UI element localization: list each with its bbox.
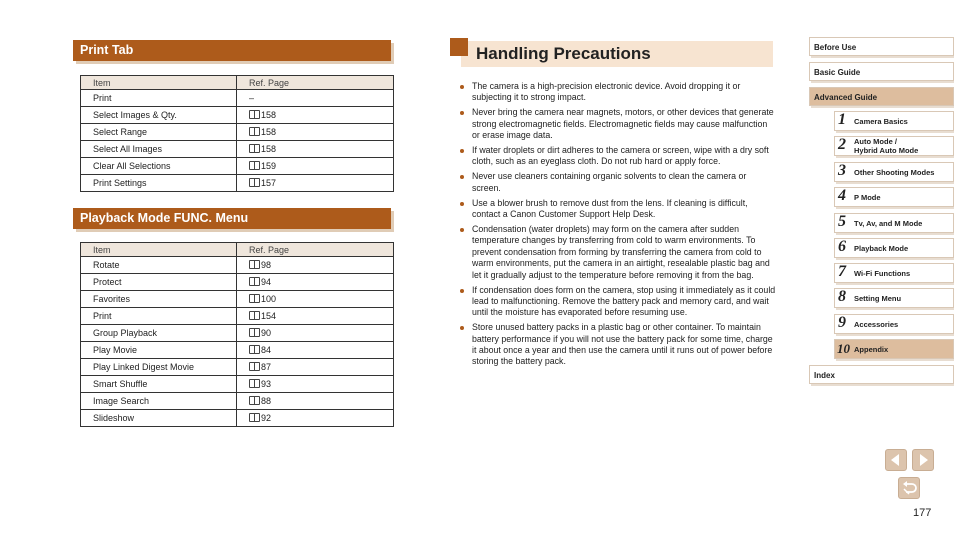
- chapter-setting-menu[interactable]: [834, 288, 954, 308]
- ref-cell[interactable]: [237, 291, 394, 308]
- book-icon: [249, 277, 260, 286]
- chapter-label: Appendix: [854, 344, 889, 354]
- ref-link[interactable]: 88: [261, 396, 272, 406]
- book-icon: [249, 345, 260, 354]
- item-cell: Image Search: [81, 393, 237, 410]
- chapter-number: 7: [838, 263, 846, 280]
- list-item: Never bring the camera near magnets, motors, or other devices that generate strong electromagnetic fields. Electromagnetic fields may cause malfunction or erase image data.: [459, 107, 777, 141]
- chapter-playback-mode[interactable]: [834, 238, 954, 258]
- book-icon: [249, 161, 260, 170]
- ref-cell[interactable]: [237, 257, 394, 274]
- column-header-ref: Ref. Page: [237, 76, 394, 90]
- chapter-appendix[interactable]: [834, 339, 954, 359]
- list-item: Use a blower brush to remove dust from the lens. If cleaning is difficult, contact a Canon Customer Support Help Desk.: [459, 198, 777, 221]
- ref-link[interactable]: 100: [261, 294, 277, 304]
- chapter-p-mode[interactable]: [834, 187, 954, 207]
- column-header-item: Item: [81, 243, 237, 257]
- nav-basic-guide[interactable]: Basic Guide: [809, 62, 954, 81]
- chapter-number: 10: [837, 341, 850, 356]
- item-cell: Play Linked Digest Movie: [81, 359, 237, 376]
- book-icon: [249, 396, 260, 405]
- chapter-accessories[interactable]: [834, 314, 954, 334]
- item-cell: Favorites: [81, 291, 237, 308]
- list-item: Condensation (water droplets) may form on the camera after sudden temperature changes by transferring from cold to warm environments. To prevent condensation from forming by transferring the camera from cold to warm environments, put the camera in an airtight, resealable plastic bag and let it gradually adjust to the temperature before removing it from the bag.: [459, 224, 777, 281]
- chapter-number: 6: [838, 238, 846, 255]
- ref-cell[interactable]: [237, 325, 394, 342]
- chapter-number: 4: [838, 187, 846, 204]
- chapter-label: P Mode: [854, 192, 881, 202]
- ref-cell: –: [237, 90, 394, 107]
- chapter-number: 5: [838, 213, 846, 230]
- ref-link[interactable]: 92: [261, 413, 272, 423]
- chapter-label: Wi-Fi Functions: [854, 268, 911, 278]
- list-item: If condensation does form on the camera, stop using it immediately as it could lead to malfunctioning. Remove the battery pack and memory card, and wait until the moisture has evaporated before resuming use.: [459, 285, 777, 319]
- list-item: The camera is a high-precision electronic device. Avoid dropping it or subjecting it to strong impact.: [459, 81, 777, 104]
- chapter-label: Setting Menu: [854, 293, 902, 303]
- ref-cell[interactable]: [237, 141, 394, 158]
- ref-cell[interactable]: [237, 107, 394, 124]
- ref-cell[interactable]: [237, 393, 394, 410]
- chapter-number: 3: [838, 162, 846, 179]
- ref-link[interactable]: 157: [261, 178, 277, 188]
- nav-before-use[interactable]: Before Use: [809, 37, 954, 56]
- ref-link[interactable]: 154: [261, 311, 277, 321]
- playback-func-heading: Playback Mode FUNC. Menu: [73, 208, 391, 229]
- table-row: [81, 308, 394, 325]
- book-icon: [249, 379, 260, 388]
- list-item: Store unused battery packs in a plastic bag or other container. To maintain battery performance if you will not use the battery pack for some time, charge it about once a year and then use the camera until it runs out of power before storing the battery pack.: [459, 322, 777, 368]
- chapter-number: 8: [838, 288, 846, 305]
- table-row: [81, 107, 394, 124]
- item-cell: Smart Shuffle: [81, 376, 237, 393]
- table-header-row: [81, 76, 394, 90]
- chapter-tv-av-m-mode[interactable]: [834, 213, 954, 233]
- chapter-label: Camera Basics: [854, 116, 908, 126]
- book-icon: [249, 110, 260, 119]
- chapter-label: Playback Mode: [854, 243, 909, 253]
- table-row: [81, 376, 394, 393]
- precautions-list: [459, 81, 777, 371]
- item-cell: Rotate: [81, 257, 237, 274]
- ref-cell[interactable]: [237, 359, 394, 376]
- book-icon: [249, 260, 260, 269]
- ref-link[interactable]: 84: [261, 345, 272, 355]
- table-row: [81, 158, 394, 175]
- chapter-wifi-functions[interactable]: [834, 263, 954, 283]
- ref-link[interactable]: 90: [261, 328, 272, 338]
- book-icon: [249, 362, 260, 371]
- table-row: [81, 257, 394, 274]
- item-cell: Play Movie: [81, 342, 237, 359]
- chapter-label: Accessories: [854, 319, 899, 329]
- ref-link[interactable]: 158: [261, 110, 277, 120]
- table-row: [81, 291, 394, 308]
- table-row: [81, 393, 394, 410]
- playback-func-table: [80, 242, 394, 427]
- book-icon: [249, 127, 260, 136]
- book-icon: [249, 413, 260, 422]
- page-title: Handling Precautions: [476, 44, 651, 63]
- title-marker: [450, 38, 468, 56]
- ref-cell[interactable]: [237, 124, 394, 141]
- chapter-number: 1: [838, 111, 846, 128]
- print-tab-heading: Print Tab: [73, 40, 391, 61]
- chapter-number: 9: [838, 314, 846, 331]
- item-cell: Group Playback: [81, 325, 237, 342]
- table-row: [81, 90, 394, 107]
- ref-cell[interactable]: [237, 308, 394, 325]
- chapter-camera-basics[interactable]: [834, 111, 954, 131]
- chapter-label: Auto Mode / Hybrid Auto Mode: [854, 137, 919, 155]
- item-cell: Select Range: [81, 124, 237, 141]
- table-header-row: [81, 243, 394, 257]
- ref-link[interactable]: 158: [261, 127, 277, 137]
- next-page-button[interactable]: [912, 449, 934, 471]
- ref-cell[interactable]: [237, 274, 394, 291]
- item-cell: Select All Images: [81, 141, 237, 158]
- table-row: [81, 359, 394, 376]
- ref-cell[interactable]: [237, 342, 394, 359]
- chapter-label: Tv, Av, and M Mode: [854, 218, 923, 228]
- item-cell: Print: [81, 308, 237, 325]
- book-icon: [249, 311, 260, 320]
- item-cell: Protect: [81, 274, 237, 291]
- item-cell: Select Images & Qty.: [81, 107, 237, 124]
- chapter-other-shooting-modes[interactable]: [834, 162, 954, 182]
- ref-cell[interactable]: [237, 410, 394, 427]
- ref-link[interactable]: 93: [261, 379, 272, 389]
- nav-index[interactable]: Index: [809, 365, 954, 384]
- book-icon: [249, 178, 260, 187]
- arrow-left-icon: [886, 450, 906, 470]
- ref-cell[interactable]: [237, 158, 394, 175]
- ref-link[interactable]: 87: [261, 362, 272, 372]
- list-item: If water droplets or dirt adheres to the camera or screen, wipe with a dry soft cloth, such as an eyeglass cloth. Do not rub hard or apply force.: [459, 145, 777, 168]
- chapter-number: 2: [838, 136, 846, 153]
- return-icon: [899, 478, 919, 498]
- item-cell: Slideshow: [81, 410, 237, 427]
- item-cell: Clear All Selections: [81, 158, 237, 175]
- ref-link[interactable]: 158: [261, 144, 277, 154]
- ref-link[interactable]: 98: [261, 260, 272, 270]
- page-number: 177: [913, 507, 932, 519]
- table-row: [81, 410, 394, 427]
- ref-cell[interactable]: [237, 376, 394, 393]
- column-header-ref: Ref. Page: [237, 243, 394, 257]
- chapter-auto-mode[interactable]: [834, 136, 954, 156]
- nav-advanced-guide[interactable]: Advanced Guide: [809, 87, 954, 106]
- chapter-label: Other Shooting Modes: [854, 167, 935, 177]
- ref-link[interactable]: 94: [261, 277, 272, 287]
- ref-cell[interactable]: [237, 175, 394, 192]
- book-icon: [249, 328, 260, 337]
- prev-page-button[interactable]: [885, 449, 907, 471]
- column-header-item: Item: [81, 76, 237, 90]
- table-row: [81, 274, 394, 291]
- table-row: [81, 175, 394, 192]
- list-item: Never use cleaners containing organic solvents to clean the camera or screen.: [459, 171, 777, 194]
- table-row: [81, 141, 394, 158]
- book-icon: [249, 294, 260, 303]
- table-row: [81, 325, 394, 342]
- return-button[interactable]: [898, 477, 920, 499]
- item-cell: Print: [81, 90, 237, 107]
- table-row: [81, 342, 394, 359]
- item-cell: Print Settings: [81, 175, 237, 192]
- ref-link[interactable]: 159: [261, 161, 277, 171]
- arrow-right-icon: [913, 450, 933, 470]
- print-tab-table: [80, 75, 394, 192]
- book-icon: [249, 144, 260, 153]
- table-row: [81, 124, 394, 141]
